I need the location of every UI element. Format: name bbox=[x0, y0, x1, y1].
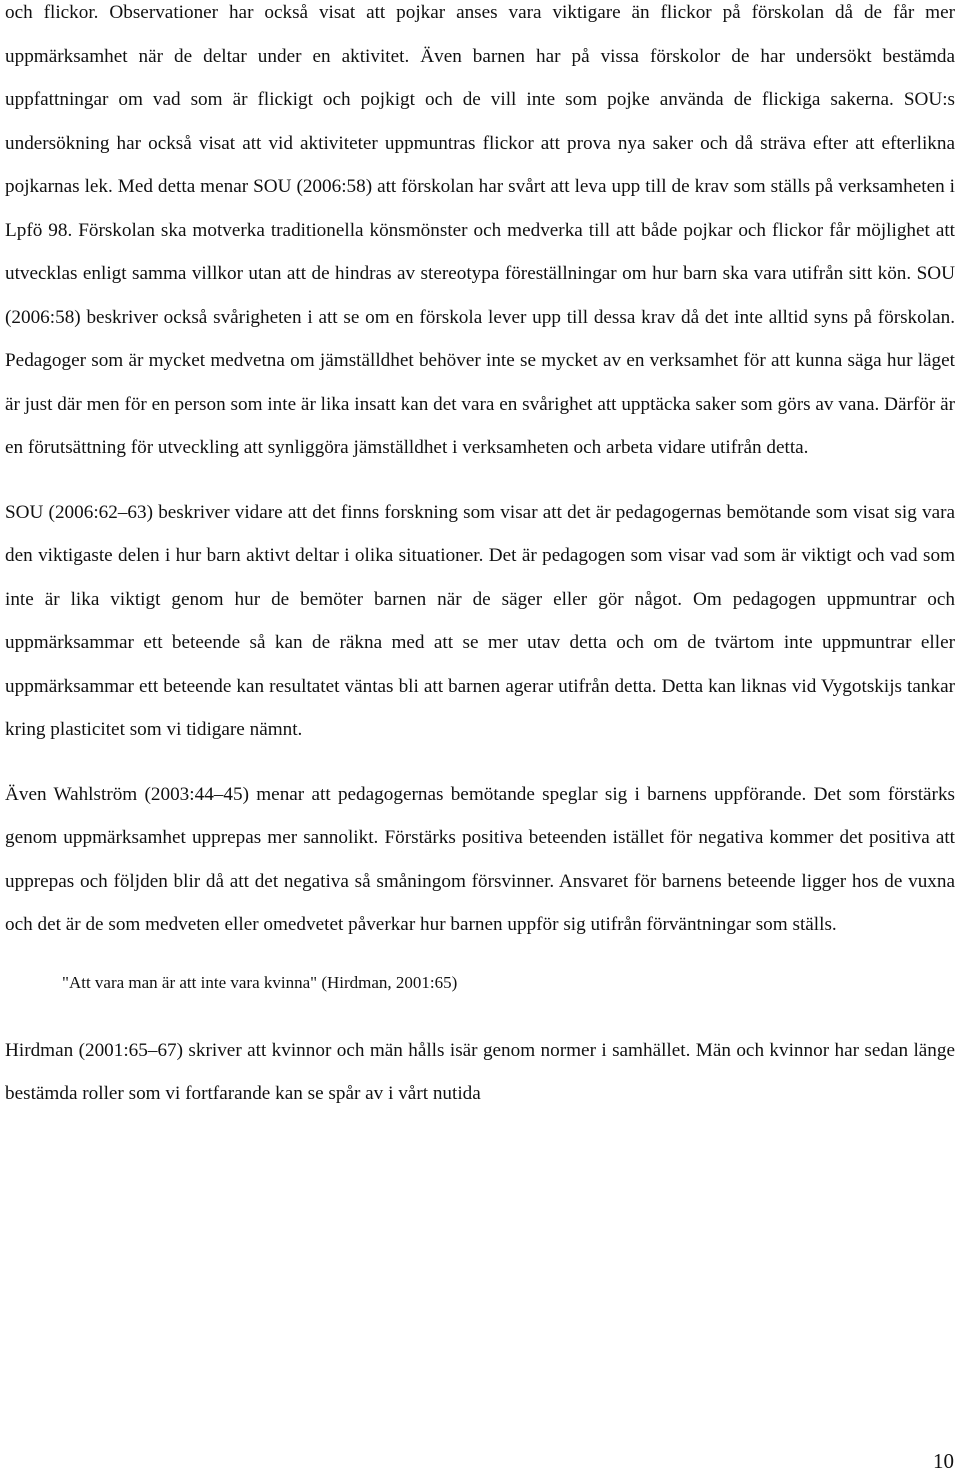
body-paragraph-2: SOU (2006:62–63) beskriver vidare att det finns forskning som visar att det är pedagogernas bemötande som visat sig vara den viktigaste delen i hur barn aktivt deltar i olika situationer. Det är pedagogen som visar vad som är viktigt och vad som inte är lika viktigt genom hur de bemöter barnen när de säger eller gör något. Om pedagogen uppmuntrar och uppmärksammar ett beteende så kan de räkna med att se mer utav detta och om de tvärtom inte uppmuntrar eller uppmärksammar ett beteende kan resultatet väntas bli att barnen agerar utifrån detta. Detta kan liknas vid Vygotskijs tankar kring plasticitet som vi tidigare nämnt. bbox=[5, 501, 955, 740]
body-paragraph-3: Även Wahlström (2003:44–45) menar att pedagogernas bemötande speglar sig i barnens uppförande. Det som förstärks genom uppmärksamhet upprepas mer sannolikt. Förstärks positiva beteenden istället för negativa kommer det positiva att upprepas och följden blir då att det negativa så småningom försvinner. Ansvaret för barnens beteende ligger hos de vuxna och det är de som medveten eller omedvetet påverkar hur barnen uppför sig utifrån förväntningar som ställs. bbox=[5, 783, 955, 935]
body-paragraph-1: och flickor. Observationer har också visat att pojkar anses vara viktigare än flickor på förskolan då de får mer uppmärksamhet när de deltar under en aktivitet. Även barnen har på vissa förskolor de har undersökt bestämda uppfattningar om vad som är flickigt och pojkigt och de vill inte som pojke använda de flickiga sakerna. SOU:s undersökning har också visat att vid aktiviteter uppmuntras flickor att prova nya saker och då sträva efter att efterlikna pojkarnas lek. Med detta menar SOU (2006:58) att förskolan har svårt att leva upp till de krav som ställs på verksamheten i Lpfö 98. Förskolan ska motverka traditionella könsmönster och medverka till att både pojkar och flickor får möjlighet att utvecklas enligt samma villkor utan att de hindras av stereotypa föreställningar om hur barn ska vara utifrån sitt kön. SOU (2006:58) beskriver också svårigheten i att se om en förskola lever upp till dessa krav då det inte alltid syns på förskolan. Pedagoger som är mycket medvetna om jämställdhet behöver inte se mycket av en verksamhet för att kunna säga hur läget är just där men för en person som inte är lika insatt kan det vara en svårighet att upptäcka saker som görs av vana. Därför är en förutsättning för utveckling att synliggöra jämställdhet i verksamheten och arbeta vidare utifrån detta. bbox=[5, 2, 955, 458]
block-quote: "Att vara man är att inte vara kvinna" (Hirdman, 2001:65) bbox=[62, 972, 458, 992]
document-page bbox=[5, 0, 955, 1116]
body-paragraph-4: Hirdman (2001:65–67) skriver att kvinnor och män hålls isär genom normer i samhället. Män och kvinnor har sedan länge bestämda roller som vi fortfarande kan se spår av i vårt nutida bbox=[5, 1039, 955, 1104]
page-number: 10 bbox=[933, 1449, 954, 1473]
